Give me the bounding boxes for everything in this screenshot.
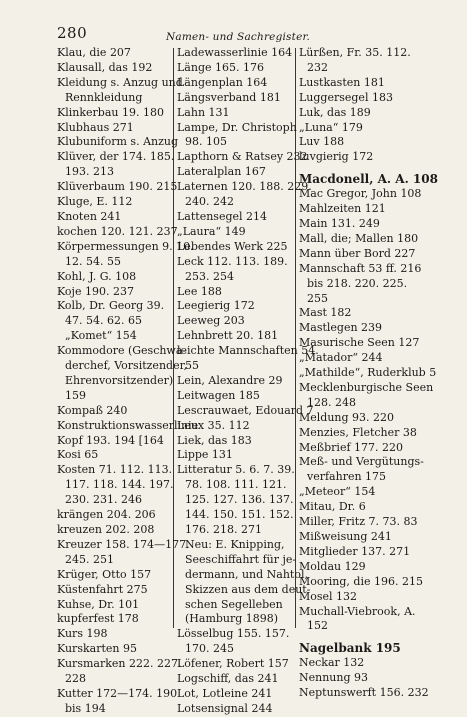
index-entry: Kommodore (Geschwa-: [57, 344, 187, 358]
index-entry: Körpermessungen 9. 10.: [57, 239, 194, 253]
running-head: Namen- und Sachregister.: [166, 31, 311, 43]
index-entry: Laternen 120. 188. 229.: [177, 180, 312, 194]
index-entry: Masurische Seen 127: [299, 336, 420, 350]
index-entry: Kuhse, Dr. 101: [57, 597, 140, 611]
index-entry: Meßbrief 177. 220: [299, 440, 404, 454]
index-entry: Längenplan 164: [177, 75, 268, 89]
index-entry: Neptunswerft 156. 232: [299, 686, 429, 700]
index-entry: Luk, das 189: [299, 105, 371, 119]
index-entry: Nennung 93: [299, 671, 369, 685]
index-entry-continuation: 176. 218. 271: [185, 523, 262, 536]
index-entry-continuation: 245. 251: [65, 552, 114, 566]
index-entry-continuation: 152: [307, 619, 328, 633]
index-entry: Neckar 132: [299, 656, 365, 670]
index-entry-continuation: Skizzen aus dem deut-: [185, 582, 311, 596]
index-entry: „Meteor“ 154: [299, 485, 376, 499]
index-entry-continuation: 253. 254: [185, 269, 234, 283]
index-entry: Mitau, Dr. 6: [299, 500, 366, 514]
index-entry: Logschiff, das 241: [177, 672, 279, 686]
index-entry: Ladewasserlinie 164: [177, 46, 293, 59]
index-entry-continuation: 55: [185, 359, 199, 373]
index-entry: Leeweg 203: [177, 314, 245, 328]
index-entry: „Laura“ 149: [177, 224, 246, 238]
index-entry: Lürßen, Fr. 35. 112.: [299, 46, 411, 59]
index-entry: Leitwagen 185: [177, 388, 260, 402]
index-entry: Kursmarken 222. 227.: [57, 657, 182, 671]
index-entry: Liek, das 183: [177, 433, 252, 447]
index-entry: Knoten 241: [57, 209, 122, 223]
index-entry: „Luna“ 179: [299, 120, 363, 134]
index-entry: Main 131. 249: [299, 216, 380, 230]
index-entry: Lampe, Dr. Christoph: [177, 120, 297, 134]
index-entry-continuation: 125. 127. 136. 137.: [185, 493, 294, 507]
index-entry: Küstenfahrt 275: [57, 582, 148, 596]
index-entry: Meß- und Vergütungs-: [299, 455, 424, 469]
index-entry: Kohl, J. G. 108: [57, 269, 137, 283]
index-entry-continuation: 98. 105: [185, 135, 227, 149]
index-entry: Kurs 198: [57, 627, 108, 641]
index-entry-continuation: (Hamburg 1898): [185, 612, 279, 626]
index-entry: Kluge, E. 112: [57, 195, 133, 209]
index-entry: kochen 120. 121. 237: [57, 224, 178, 238]
index-entry: Klüverbaum 190. 215: [57, 180, 178, 194]
index-entry: Mall, die; Mallen 180: [299, 231, 419, 245]
index-entry: Klüver, der 174. 185.: [57, 150, 175, 164]
index-entry: Mißweisung 241: [299, 530, 392, 543]
index-entry: Leegierig 172: [177, 299, 255, 313]
index-entry-continuation: schen Segelleben: [185, 597, 283, 611]
index-entry: Meldung 93. 220: [299, 410, 395, 424]
index-entry-continuation: 12. 54. 55: [65, 254, 121, 268]
index-entry: Länge 165. 176: [177, 60, 264, 74]
index-entry: Mooring, die 196. 215: [299, 574, 423, 588]
index-entry-continuation: 144. 150. 151. 152.: [185, 508, 294, 522]
page-number: 280: [57, 24, 88, 42]
index-entry-continuation: 117. 118. 144. 197.: [65, 478, 174, 492]
index-entry: Krüger, Otto 157: [57, 567, 152, 581]
index-entry: Mac Gregor, John 108: [299, 187, 422, 201]
index-entry: Kosten 71. 112. 113.: [57, 463, 173, 477]
index-entry-continuation: 47. 54. 62. 65: [65, 314, 142, 328]
index-entry: Kurskarten 95: [57, 642, 137, 656]
index-entry: Klausall, das 192: [57, 60, 153, 74]
index-entry: Lösselbug 155. 157.: [177, 627, 290, 641]
index-entry-continuation: 232: [307, 60, 328, 74]
index-entry: Koje 190. 237: [57, 284, 134, 298]
index-entry-continuation: 240. 242: [185, 195, 234, 209]
index-entry: Kompaß 240: [57, 403, 128, 417]
index-entry-continuation: 228: [65, 672, 86, 686]
index-entry: Lapthorn & Ratsey 232: [177, 150, 308, 164]
index-entry: Miller, Fritz 7. 73. 83: [299, 515, 418, 529]
index-entry-continuation: 159: [65, 388, 86, 402]
index-entry: Lustkasten 181: [299, 75, 385, 89]
index-entry-continuation: Seeschiffahrt für je-: [185, 552, 297, 566]
index-entry-continuation: dermann, und Nahtol,: [185, 567, 308, 581]
index-entry-continuation: 128. 248: [307, 395, 356, 409]
index-entry: Längsverband 181: [177, 90, 281, 104]
index-entry: Moldau 129: [299, 559, 366, 573]
index-entry: leichte Mannschaften 54.: [177, 344, 319, 358]
index-entry-continuation: verfahren 175: [307, 470, 387, 484]
index-entry-continuation: Rennkleidung: [65, 90, 143, 104]
index-entry: Kutter 172—174. 190: [57, 686, 178, 700]
index-entry: Löfener, Robert 157: [177, 657, 289, 671]
index-entry: Mann über Bord 227: [299, 246, 416, 260]
index-entry: Kleidung s. Anzug und: [57, 75, 183, 89]
index-entry: Lot, Lotleine 241: [177, 686, 273, 700]
index-entry: Lein, Alexandre 29: [177, 373, 283, 387]
index-entry: „Matador“ 244: [299, 351, 383, 365]
index-entry: Lebendes Werk 225: [177, 239, 288, 253]
index-entry: Menzies, Fletcher 38: [299, 425, 417, 439]
index-entry: Klau, die 207: [57, 46, 131, 59]
index-entry: kupferfest 178: [57, 612, 139, 626]
index-entry: Klubuniform s. Anzug: [57, 135, 179, 149]
index-entry-continuation: bis 194: [65, 701, 106, 715]
index-entry-continuation: bis 218. 220. 225.: [307, 276, 408, 290]
index-entry: Mastlegen 239: [299, 321, 383, 335]
index-column: [57, 46, 199, 717]
index-entry: Mecklenburgische Seen: [299, 380, 434, 394]
index-entry: Mast 182: [299, 306, 352, 320]
index-entry: „Mathilde“, Ruderklub 5: [299, 366, 437, 380]
index-entry: Litteratur 5. 6. 7. 39.: [177, 463, 295, 477]
index-entry: Lescrauwaet, Edouard 7: [177, 403, 314, 417]
index-column: [299, 46, 438, 701]
index-entry-continuation: Neu: E. Knipping,: [185, 537, 285, 551]
index-entry: Kopf 193. 194 [164: [57, 433, 164, 447]
index-entry-continuation: 255: [307, 291, 328, 305]
index-entry: Lotsensignal 244: [177, 701, 273, 715]
index-entry: Mitglieder 137. 271: [299, 544, 411, 558]
index-entry: Macdonell, A. A. 108: [299, 172, 438, 187]
index-entry: Lehnbrett 20. 181: [177, 329, 279, 343]
index-entry-continuation: 230. 231. 246: [65, 493, 142, 507]
index-entry: Luggersegel 183: [299, 90, 393, 104]
index-entry-continuation: 170. 245: [185, 642, 234, 656]
index-entry-continuation: Ehrenvorsitzender): [65, 373, 174, 387]
index-entry-continuation: derchef, Vorsitzender,: [65, 359, 188, 373]
index-entry: Lattensegel 214: [177, 209, 268, 223]
index-entry: Mannschaft 53 ff. 216: [299, 261, 422, 275]
index-entry: Klinkerbau 19. 180: [57, 105, 164, 119]
index-entry: Mahlzeiten 121: [299, 202, 386, 216]
index-entry: Konstruktionswasserlinie: [57, 418, 199, 432]
index-entry: kreuzen 202. 208: [57, 523, 155, 536]
index-entry: luvgierig 172: [299, 150, 374, 164]
index-entry-continuation: 78. 108. 111. 121.: [185, 478, 287, 492]
index-entry: Leux 35. 112: [177, 418, 250, 432]
index-entry: Lateralplan 167: [177, 165, 266, 179]
index-entry: Kreuzer 158. 174—177.: [57, 537, 190, 551]
index-entry: Kolb, Dr. Georg 39.: [57, 299, 165, 313]
index-entry: Lippe 131: [177, 448, 233, 462]
index-entry: Kosi 65: [57, 448, 99, 462]
index-entry: Luv 188: [299, 135, 345, 149]
index-entry: Lahn 131: [177, 105, 230, 119]
index-entry: Muchall-Viebrook, A.: [299, 604, 416, 618]
index-entry: Mosel 132: [299, 589, 358, 603]
index-entry: krängen 204. 206: [57, 508, 156, 522]
index-entry: Nagelbank 195: [299, 641, 401, 656]
index-entry: Leck 112. 113. 189.: [177, 254, 288, 268]
index-entry: Lee 188: [177, 284, 222, 298]
index-entry: Klubhaus 271: [57, 120, 134, 134]
index-entry-continuation: „Komet“ 154: [65, 329, 137, 343]
index-entry-continuation: 193. 213: [65, 165, 114, 179]
